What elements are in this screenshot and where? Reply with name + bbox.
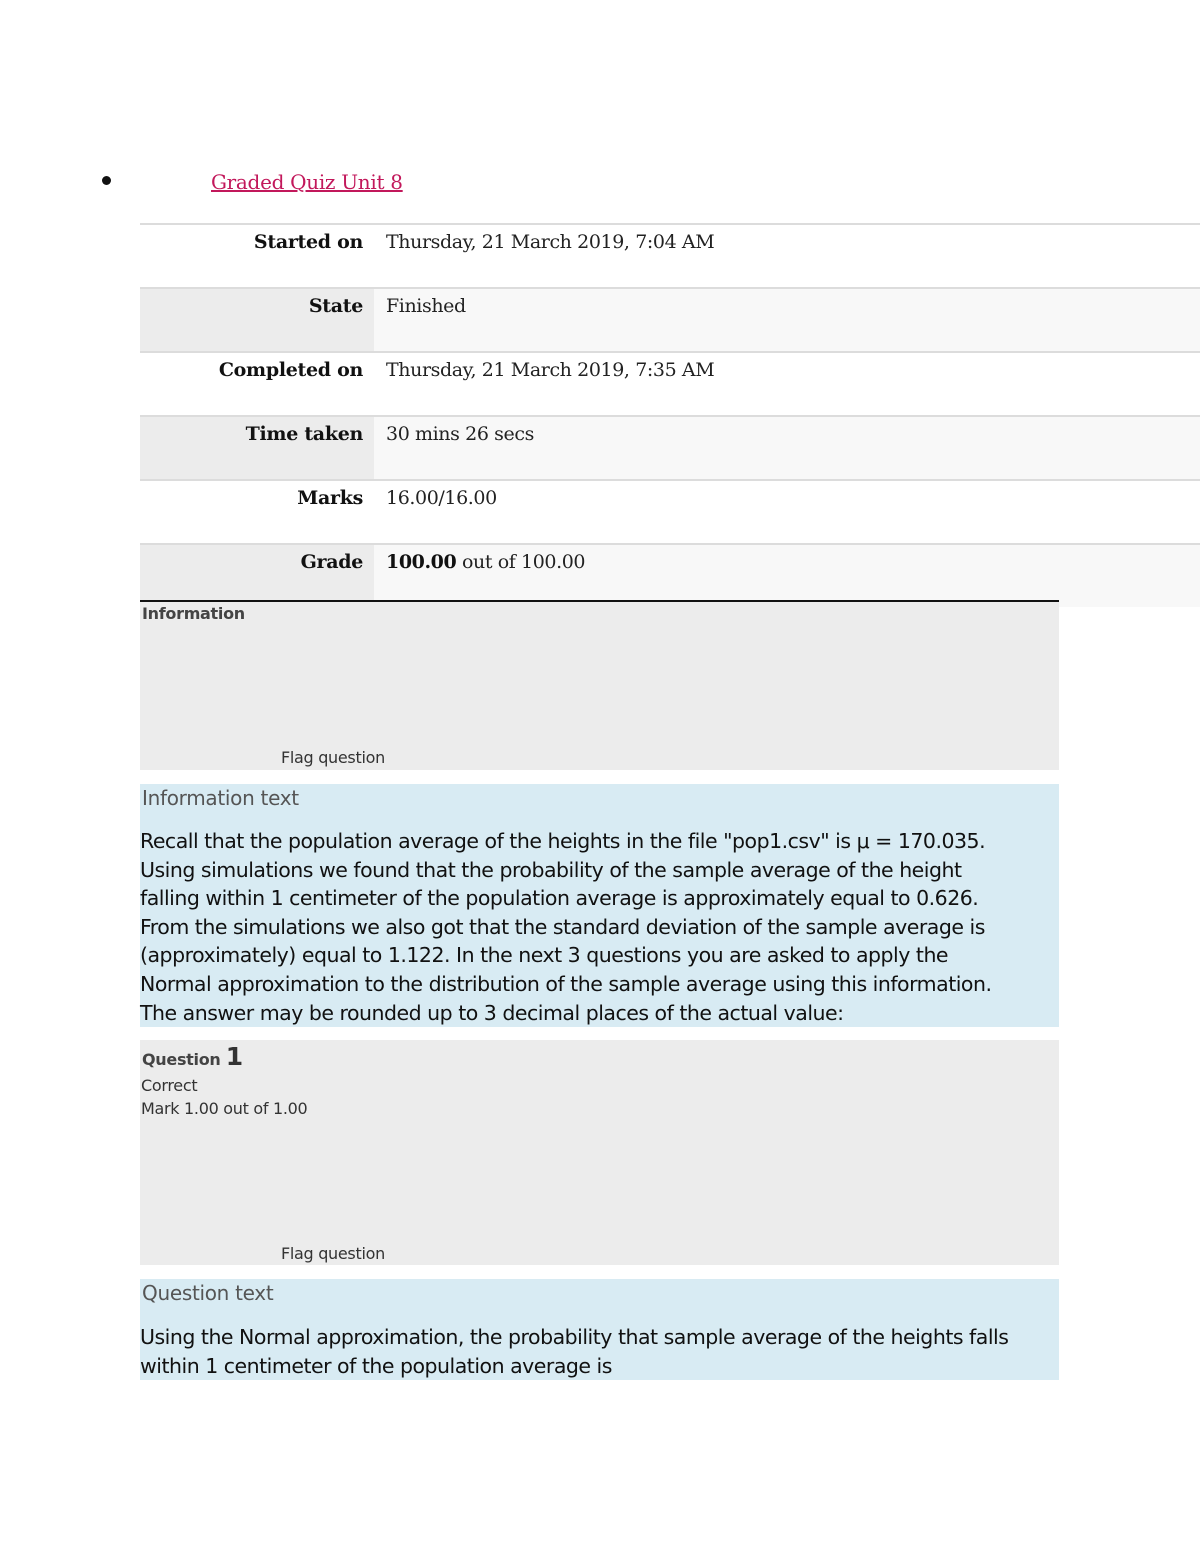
summary-value: Thursday, 21 March 2019, 7:35 AM (386, 359, 715, 381)
attempt-summary-table (140, 223, 1200, 607)
summary-label: State (140, 289, 374, 351)
summary-row-started-on (140, 223, 1200, 287)
summary-label: Time taken (140, 417, 374, 479)
summary-row-state (140, 287, 1200, 351)
summary-value (374, 545, 1200, 607)
flag-question-link[interactable]: Flag question (281, 748, 385, 767)
text-line: Using the Normal approximation, the probability that sample average of the heights falls (140, 1325, 1009, 1349)
summary-value: 16.00/16.00 (386, 487, 497, 509)
question-label: Question (142, 1050, 221, 1069)
question-text-box (140, 1279, 1059, 1380)
text-line: The answer may be rounded up to 3 decimal places of the actual value: (140, 1000, 844, 1025)
summary-label: Completed on (218, 359, 363, 381)
list-bullet (102, 176, 111, 185)
summary-row-marks (140, 479, 1200, 543)
text-line: Normal approximation to the distribution of the sample average using this information. (140, 971, 992, 996)
summary-row-completed-on (140, 351, 1200, 415)
text-line: within 1 centimeter of the population average is (140, 1353, 612, 1378)
information-block (140, 600, 1059, 770)
question-info-block (140, 1040, 1059, 1265)
summary-label: Marks (297, 487, 363, 509)
text-line: (approximately) equal to 1.122. In the next 3 questions you are asked to apply the (140, 943, 949, 968)
question-text-header: Question text (142, 1281, 274, 1305)
information-text-body (140, 827, 1059, 1027)
question-number: 1 (225, 1042, 243, 1071)
text-line: From the simulations we also got that the standard deviation of the sample average is (140, 914, 985, 939)
question-text-body (140, 1323, 1059, 1380)
summary-row-grade (140, 543, 1200, 607)
information-header: Information (142, 604, 245, 623)
information-text-box (140, 784, 1059, 1027)
summary-label: Started on (253, 231, 363, 253)
flag-question-link[interactable]: Flag question (281, 1244, 385, 1263)
text-line: falling within 1 centimeter of the population average is approximately equal to 0.626. (140, 886, 979, 911)
quiz-title-link[interactable]: Graded Quiz Unit 8 (211, 170, 403, 194)
text-line: Using simulations we found that the probability of the sample average of the height (140, 857, 962, 882)
summary-row-time-taken (140, 415, 1200, 479)
question-mark: Mark 1.00 out of 1.00 (141, 1099, 308, 1118)
information-text-header: Information text (142, 786, 299, 810)
summary-label: Grade (140, 545, 374, 607)
question-status: Correct (141, 1076, 198, 1095)
summary-value: Finished (374, 289, 1200, 351)
question-header (142, 1042, 243, 1071)
summary-value: 30 mins 26 secs (374, 417, 1200, 479)
summary-value: Thursday, 21 March 2019, 7:04 AM (386, 231, 715, 253)
grade-score: 100.00 (386, 551, 457, 573)
grade-out-of: out of 100.00 (456, 551, 586, 573)
text-line: Recall that the population average of the heights in the file "pop1.csv" is μ = 170.035. (140, 829, 986, 853)
